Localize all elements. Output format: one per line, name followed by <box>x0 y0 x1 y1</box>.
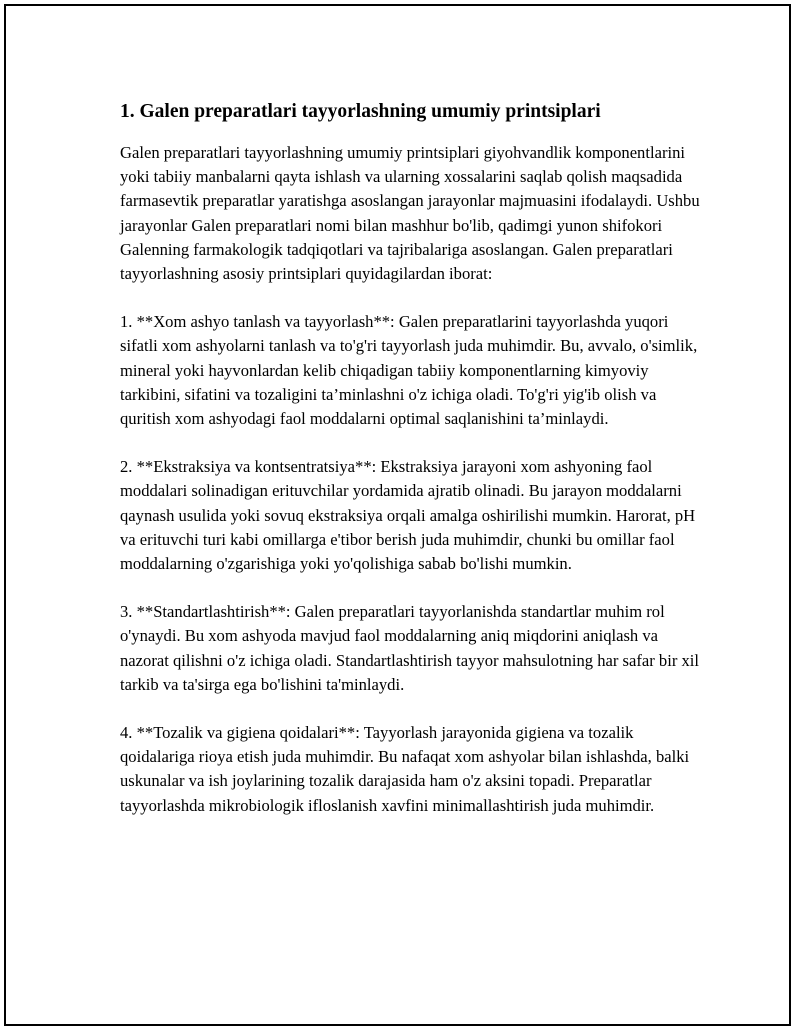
intro-paragraph: Galen preparatlari tayyorlashning umumiy printsiplari giyohvandlik komponentlarini yoki tabiiy manbalarni qayta ishlash va ularning xossalarini saqlab qolish maqsadida farmasevtik preparatlar yaratishga asoslangan jarayonlar majmuasini ifodalaydi. Ushbu jarayonlar Galen preparatlari nomi bilan mashhur bo'lib, qadimgi yunon shifokori Galenning farmakologik tadqiqotlari va tajribalariga asoslangan. Galen preparatlari tayyorlashning asosiy printsiplari quyidagilardan iborat: <box>120 143 700 284</box>
section-heading: 1. Galen preparatlari tayyorlashning umumiy printsiplari <box>120 101 601 122</box>
paragraph-extraction: 2. **Ekstraksiya va kontsentratsiya**: Ekstraksiya jarayoni xom ashyoning faol moddalari solinadigan erituvchilar yordamida ajratib olinadi. Bu jarayon moddalarni qaynash usulida yoki sovuq ekstraksiya orqali amalga oshirilishi mumkin. Harorat, pH va erituvchi turi kabi omillarga e'tibor berish juda muhimdir, chunki bu omillar faol moddalarning o'zgarishiga yoki yo'qolishiga sabab bo'lishi mumkin. <box>120 457 696 574</box>
paragraph-hygiene: 4. **Tozalik va gigiena qoidalari**: Tayyorlash jarayonida gigiena va tozalik qoidalariga rioya etish juda muhimdir. Bu nafaqat xom ashyolar bilan ishlashda, balki uskunalar va ish joylarining tozalik darajasida ham o'z aksini topadi. Preparatlar tayyorlashda mikrobiologik ifloslanish xavfini minimallashtirish juda muhimdir. <box>120 723 690 815</box>
document-content <box>120 97 700 842</box>
document-page <box>4 4 791 1026</box>
paragraph-raw-material: 1. **Xom ashyo tanlash va tayyorlash**: Galen preparatlarini tayyorlashda yuqori sifatli xom ashyolarni tanlash va to'g'ri tayyorlash juda muhimdir. Bu, avvalo, o'simlik, mineral yoki hayvonlardan kelib chiqadigan tabiiy komponentlarning kimyoviy tarkibini, sifatini va tozaligini ta’minlashni o'z ichiga oladi. To'g'ri yig'ib olish va quritish xom ashyodagi faol moddalarni optimal saqlanishini ta’minlaydi. <box>120 312 698 429</box>
paragraph-standardization: 3. **Standartlashtirish**: Galen preparatlari tayyorlanishda standartlar muhim rol o'ynaydi. Bu xom ashyoda mavjud faol moddalarning aniq miqdorini aniqlash va nazorat qilishni o'z ichiga oladi. Standartlashtirish tayyor mahsulotning har safar bir xil tarkib va ta'sirga ega bo'lishini ta'minlaydi. <box>120 602 700 694</box>
